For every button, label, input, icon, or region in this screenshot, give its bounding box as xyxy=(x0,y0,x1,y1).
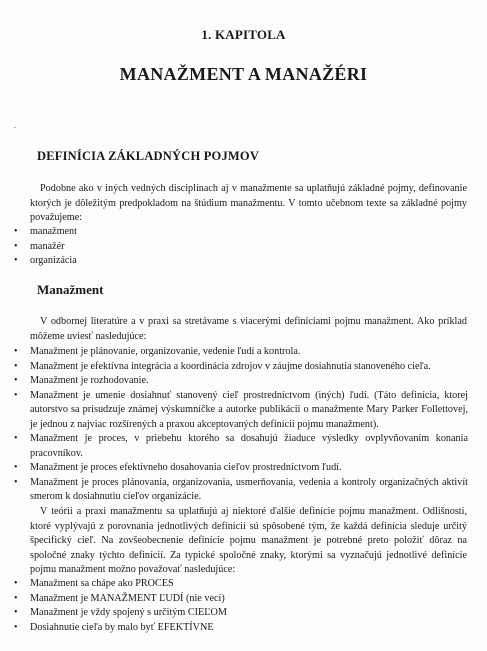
theory-paragraph: V teórii a praxi manažmentu sa uplatňujú aj niektoré ďalšie definície pojmu manažment. Odlišnosti, ktoré vyplývajú z porovnania jednotlivých definícií sú spôsobené tým, že každá definícia sleduje určitý špecifický cieľ. Na zovšeobecnenie definície pojmu manažment je potrebné preto položiť dôraz na spoločné znaky týchto definícií. Za typické spoločné znaky, ktorými sa vyznačujú jednotlivé definície pojmu manažment možno považovať nasledujúce: xyxy=(30,506,467,575)
list-item xyxy=(0,577,467,592)
list-item xyxy=(0,476,468,505)
list-item-text: manažment xyxy=(30,226,77,237)
list-item xyxy=(0,592,467,607)
chapter-title: MANAŽMENT A MANAŽÉRI xyxy=(119,64,368,84)
list-item xyxy=(0,374,468,389)
list-item xyxy=(0,389,468,433)
list-item xyxy=(0,461,468,476)
definitions-list xyxy=(0,345,468,505)
feature-text: Manažment je vždy spojený s určitým CIEĽOM xyxy=(30,607,227,618)
definition-text: Manažment je rozhodovanie. xyxy=(30,375,149,386)
list-item xyxy=(0,240,467,255)
section-heading: DEFINÍCIA ZÁKLADNÝCH POJMOV xyxy=(37,149,260,163)
subheading: Manažment xyxy=(37,282,104,297)
list-item xyxy=(0,621,467,636)
bullet-glyph: • xyxy=(14,607,18,618)
list-item xyxy=(0,606,467,621)
bullet-glyph: • xyxy=(14,433,18,444)
feature-text: Dosiahnutie cieľa by malo byť EFEKTÍVNE xyxy=(30,621,214,633)
scan-speck xyxy=(14,127,16,128)
list-item-text: manažér xyxy=(30,240,65,252)
definition-text: Manažment je proces plánovania, organizovania, usmerňovania, vedenia a kontroly organizačných aktivít smerom k dosiahnutiu cieľov organizácie. xyxy=(30,476,468,502)
definition-text: Manažment je plánovanie, organizovanie, vedenie ľudí a kontrola. xyxy=(30,346,301,357)
bullet-glyph: • xyxy=(14,360,18,372)
basic-terms-list xyxy=(0,225,467,269)
bullet-glyph: • xyxy=(14,592,18,604)
list-item xyxy=(0,345,468,360)
bullet-glyph: • xyxy=(14,226,18,237)
common-features-list xyxy=(0,577,467,635)
definition-text: Manažment je proces, v priebehu ktorého sa dosahujú žiaduce výsledky ovplyvňovaním konania pracovníkov. xyxy=(30,433,468,459)
bullet-glyph: • xyxy=(14,476,18,488)
chapter-label: 1. KAPITOLA xyxy=(201,27,286,42)
bullet-glyph: • xyxy=(14,240,18,252)
intro-paragraph: Podobne ako v iných vedných disciplínach aj v manažmente sa uplatňujú základné pojmy, definovanie ktorých je dôležitým predpokladom na štúdium manažmentu. V tomto učebnom texte sa základné pojmy považujeme: xyxy=(30,183,467,223)
bullet-glyph: • xyxy=(14,462,18,473)
definitions-intro: V odbornej literatúre a v praxi sa stretávame s viacerými definíciami pojmu manažment. Ako príklad môžeme uviesť nasledujúce: xyxy=(30,316,467,342)
list-item xyxy=(0,254,467,269)
definition-text: Manažment je proces efektívneho dosahovania cieľov prostredníctvom ľudí. xyxy=(30,462,342,473)
list-item xyxy=(0,225,467,240)
list-item-text: organizácia xyxy=(30,255,77,266)
definition-text: Manažment je efektívna integrácia a koordinácia zdrojov v záujme dosiahnutia stanoveného cieľa. xyxy=(30,360,431,372)
bullet-glyph: • xyxy=(14,578,18,589)
feature-text: Manažment je MANAŽMENT ĽUDÍ (nie vecí) xyxy=(30,592,225,604)
bullet-glyph: • xyxy=(14,346,18,357)
list-item xyxy=(0,360,468,375)
list-item xyxy=(0,432,468,461)
definition-text: Manažment je umenie dosiahnuť stanovený cieľ prostredníctvom (iných) ľudí. (Táto definícia, ktorej autorstvo sa prisudzuje známej výskumníčke a autorke publikácií o manažmente Mary Parker Follettovej, je jednou z najviac rozšírených a praxou akceptovaných definícií pojmu manažment). xyxy=(30,389,468,430)
feature-text: Manažment sa chápe ako PROCES xyxy=(30,578,174,589)
bullet-glyph: • xyxy=(14,255,18,266)
bullet-glyph: • xyxy=(14,621,18,633)
bullet-glyph: • xyxy=(14,389,18,401)
bullet-glyph: • xyxy=(14,375,18,386)
